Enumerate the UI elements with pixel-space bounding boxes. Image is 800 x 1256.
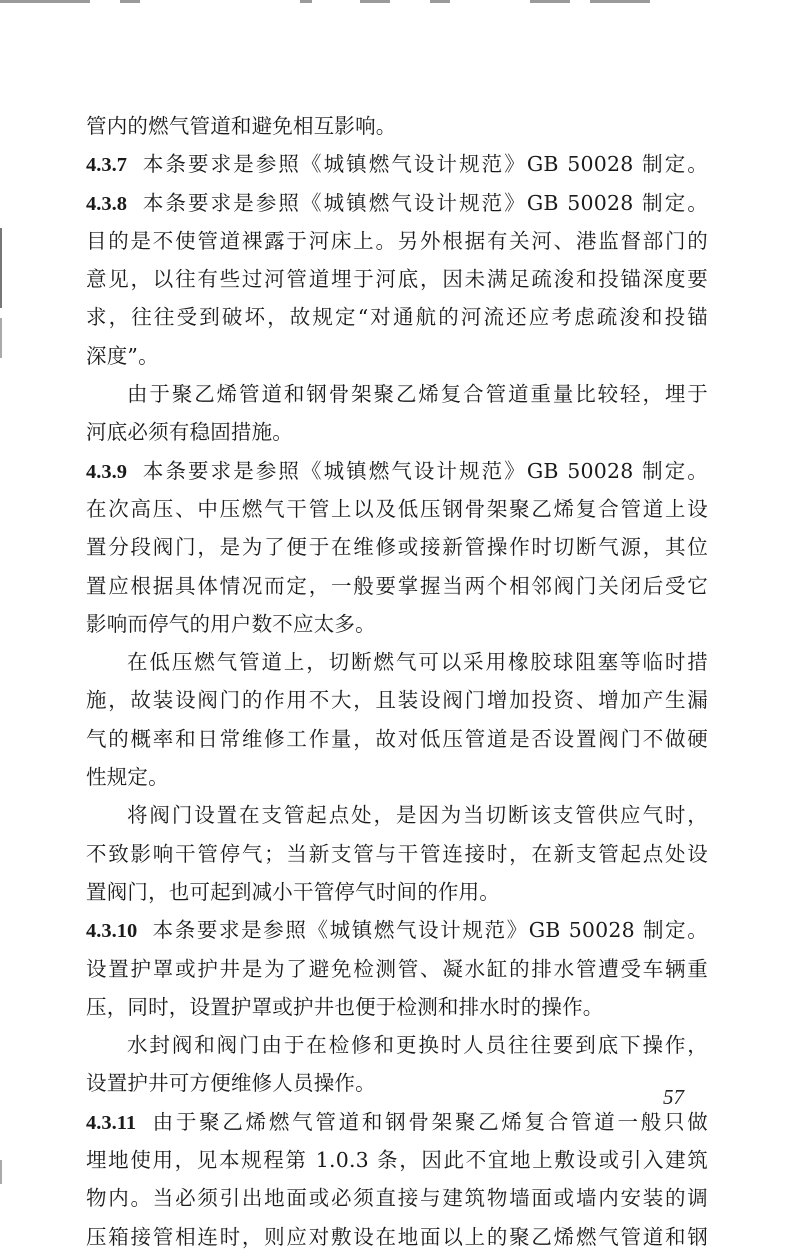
line-text: 本条要求是参照《城镇燃气设计规范》GB 50028 制定。 xyxy=(141,152,708,177)
line-text: 河底必须有稳固措施。 xyxy=(86,420,293,445)
line-text: 本条要求是参照《城镇燃气设计规范》GB 50028 制定。 xyxy=(141,458,708,483)
line-text: 由于聚乙烯管道和钢骨架聚乙烯复合管道重量比较轻，埋于 xyxy=(127,382,708,407)
document-body xyxy=(86,107,708,1256)
line-text: 本条要求是参照《城镇燃气设计规范》GB 50028 制定。 xyxy=(141,190,708,215)
text-line xyxy=(86,337,708,375)
binding-mark xyxy=(0,228,2,308)
text-line xyxy=(86,528,708,566)
line-text: 不致影响干管停气；当新支管与干管连接时，在新支管起点处设 xyxy=(86,841,708,866)
line-text: 置阀门，也可起到减小干管停气时间的作用。 xyxy=(86,879,500,904)
line-text: 设置护罩或护井是为了避免检测管、凝水缸的排水管遭受车辆重 xyxy=(86,956,708,981)
line-text: 压，同时，设置护罩或护井也便于检测和排水时的操作。 xyxy=(86,994,604,1019)
line-text: 性规定。 xyxy=(86,765,169,790)
line-text: 压箱接管相连时，则应对敷设在地面以上的聚乙烯燃气管道和钢 xyxy=(86,1224,708,1249)
page-number: 57 xyxy=(663,1085,684,1109)
text-line xyxy=(86,375,708,413)
text-line xyxy=(86,490,708,528)
line-text: 气的概率和日常维修工作量，故对低压管道是否设置阀门不做硬 xyxy=(86,726,708,751)
text-line xyxy=(86,567,708,605)
line-text: 物内。当必须引出地面或必须直接与建筑物墙面或墙内安装的调 xyxy=(86,1186,708,1211)
text-line xyxy=(86,413,708,451)
line-text: 求，往往受到破坏，故规定“对通航的河流还应考虑疏浚和投锚 xyxy=(86,305,708,330)
clause-number: 4.3.9 xyxy=(86,460,127,483)
clause-line xyxy=(86,184,708,222)
clause-line xyxy=(86,452,708,490)
line-text: 置分段阀门，是为了便于在维修或接新管操作时切断气源，其位 xyxy=(86,535,708,560)
line-text: 设置护井可方便维修人员操作。 xyxy=(86,1071,376,1096)
line-text: 本条要求是参照《城镇燃气设计规范》GB 50028 制定。 xyxy=(151,918,708,943)
text-line xyxy=(86,298,708,336)
line-text: 在低压燃气管道上，切断燃气可以采用橡胶球阻塞等临时措 xyxy=(127,650,708,675)
text-line xyxy=(86,796,708,834)
clause-number: 4.3.10 xyxy=(86,920,138,943)
clause-line xyxy=(86,911,708,949)
text-line xyxy=(86,720,708,758)
clause-number: 4.3.7 xyxy=(86,154,127,177)
text-line xyxy=(86,758,708,796)
line-text: 在次高压、中压燃气干管上以及低压钢骨架聚乙烯复合管道上设 xyxy=(86,496,708,521)
text-line xyxy=(86,1064,708,1102)
line-text: 置应根据具体情况而定，一般要掌握当两个相邻阀门关闭后受它 xyxy=(86,573,708,598)
text-line xyxy=(86,681,708,719)
text-line xyxy=(86,1179,708,1217)
line-text: 由于聚乙烯燃气管道和钢骨架聚乙烯复合管道一般只做 xyxy=(150,1109,708,1134)
text-line xyxy=(86,643,708,681)
text-line xyxy=(86,605,708,643)
clause-number: 4.3.11 xyxy=(86,1111,137,1134)
text-line xyxy=(86,1218,708,1256)
line-text: 意见，以往有些过河管道埋于河底，因未满足疏浚和投锚深度要 xyxy=(86,267,708,292)
clause-number: 4.3.8 xyxy=(86,192,127,215)
clause-line xyxy=(86,1103,708,1141)
binding-mark xyxy=(0,318,2,358)
line-text: 将阀门设置在支管起点处，是因为当切断该支管供应气时， xyxy=(127,803,708,828)
text-line xyxy=(86,260,708,298)
line-text: 深度”。 xyxy=(86,343,159,368)
text-line xyxy=(86,873,708,911)
line-text: 埋地使用，见本规程第 1.0.3 条，因此不宜地上敷设或引入建筑 xyxy=(86,1148,708,1173)
line-text: 管内的燃气管道和避免相互影响。 xyxy=(86,114,397,138)
text-line xyxy=(86,835,708,873)
text-line xyxy=(86,1141,708,1179)
line-text: 施，故装设阀门的作用不大，且装设阀门增加投资、增加产生漏 xyxy=(86,688,708,713)
line-text: 水封阀和阀门由于在检修和更换时人员往往要到底下操作， xyxy=(127,1033,708,1058)
text-line xyxy=(86,222,708,260)
line-text: 影响而停气的用户数不应太多。 xyxy=(86,611,376,636)
binding-mark xyxy=(0,1160,2,1184)
text-line xyxy=(86,950,708,988)
line-text: 目的是不使管道裸露于河床上。另外根据有关河、港监督部门的 xyxy=(86,228,708,253)
text-line xyxy=(86,1026,708,1064)
clause-line xyxy=(86,145,708,183)
text-line xyxy=(86,107,708,145)
text-line xyxy=(86,988,708,1026)
previous-page-edge xyxy=(0,0,800,5)
